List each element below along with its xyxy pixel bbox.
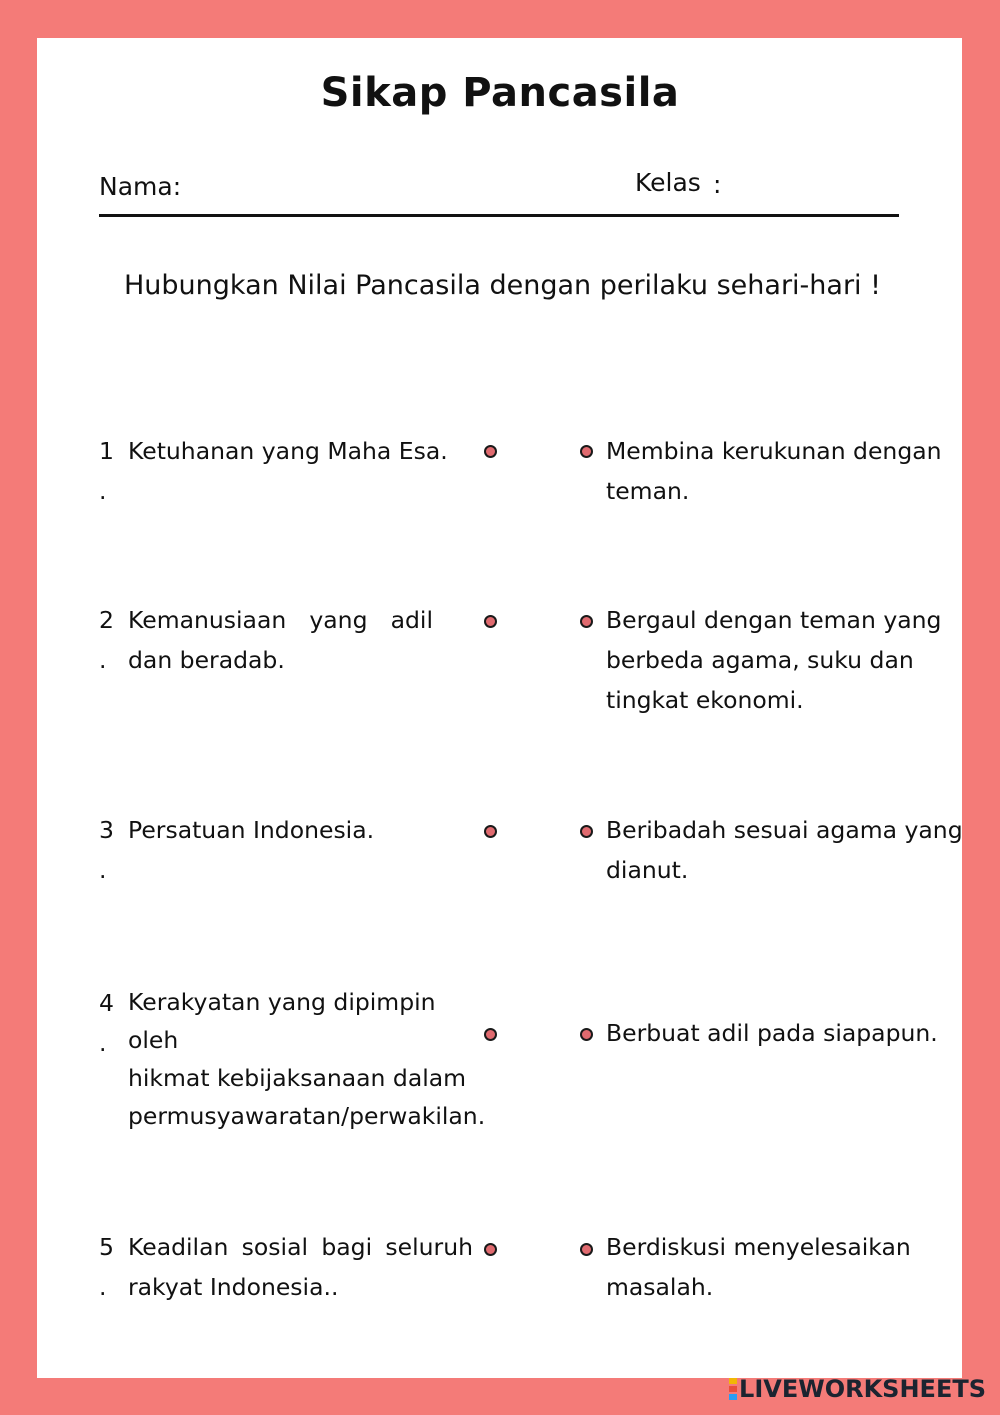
left-item-3-text xyxy=(128,810,473,850)
left-item-line: Ketuhanan yang Maha Esa. xyxy=(128,437,448,465)
right-item-line: Berbuat adil pada siapapun. xyxy=(606,1019,938,1047)
left-dot-4[interactable] xyxy=(484,1028,497,1041)
brand-name: LIVEWORKSHEETS xyxy=(739,1375,986,1403)
left-item-4-text xyxy=(128,983,486,1135)
left-item-1-text xyxy=(128,431,473,471)
right-item-line: Berdiskusi menyelesaikan xyxy=(606,1233,911,1261)
left-dot-3[interactable] xyxy=(484,825,497,838)
left-item-line: Keadilan sosial bagi seluruh xyxy=(128,1233,473,1261)
item-number: 1 . xyxy=(99,437,114,505)
right-item-line: teman. xyxy=(606,477,690,505)
right-item-line: dianut. xyxy=(606,856,689,884)
nama-label: Nama: xyxy=(99,172,182,201)
instruction: Hubungkan Nilai Pancasila dengan perilaku sehari-hari ! xyxy=(124,270,881,301)
right-item-5-text xyxy=(606,1227,966,1307)
left-item-line: Kemanusiaan yang adil xyxy=(128,606,433,634)
right-dot-5[interactable] xyxy=(580,1243,593,1256)
right-item-line: Membina kerukunan dengan xyxy=(606,437,942,465)
kelas-colon: : xyxy=(713,170,722,199)
left-item-line: Persatuan Indonesia. xyxy=(128,816,375,844)
left-item-5-text xyxy=(128,1227,473,1307)
left-item-line: dan beradab. xyxy=(128,646,285,674)
left-dot-2[interactable] xyxy=(484,615,497,628)
left-item-2-text xyxy=(128,600,473,680)
right-item-3-text xyxy=(606,810,966,890)
item-number: 4 . xyxy=(99,989,114,1057)
left-dot-1[interactable] xyxy=(484,445,497,458)
right-dot-3[interactable] xyxy=(580,825,593,838)
right-item-line: berbeda agama, suku dan xyxy=(606,646,914,674)
left-item-line: hikmat kebijaksanaan dalam xyxy=(128,1064,467,1092)
right-item-line: tingkat ekonomi. xyxy=(606,686,804,714)
worksheet-title: Sikap Pancasila xyxy=(320,70,680,116)
liveworksheets-icon xyxy=(729,1377,737,1401)
kelas-label: Kelas xyxy=(635,168,701,197)
header-rule xyxy=(99,214,899,217)
right-item-1-text xyxy=(606,431,966,511)
right-item-line: masalah. xyxy=(606,1273,714,1301)
right-dot-2[interactable] xyxy=(580,615,593,628)
liveworksheets-logo xyxy=(729,1375,986,1403)
right-item-4-text xyxy=(606,1013,966,1053)
right-dot-4[interactable] xyxy=(580,1028,593,1041)
left-item-line: rakyat Indonesia.. xyxy=(128,1273,339,1301)
right-item-line: Beribadah sesuai agama yang xyxy=(606,816,963,844)
item-number: 2 . xyxy=(99,606,114,674)
left-item-line: permusyawaratan/perwakilan. xyxy=(128,1102,486,1130)
left-dot-5[interactable] xyxy=(484,1243,497,1256)
item-number: 5 . xyxy=(99,1233,114,1301)
right-item-2-text xyxy=(606,600,966,720)
left-item-line: Kerakyatan yang dipimpin oleh xyxy=(128,988,436,1054)
item-number: 3 . xyxy=(99,816,114,884)
right-dot-1[interactable] xyxy=(580,445,593,458)
right-item-line: Bergaul dengan teman yang xyxy=(606,606,942,634)
